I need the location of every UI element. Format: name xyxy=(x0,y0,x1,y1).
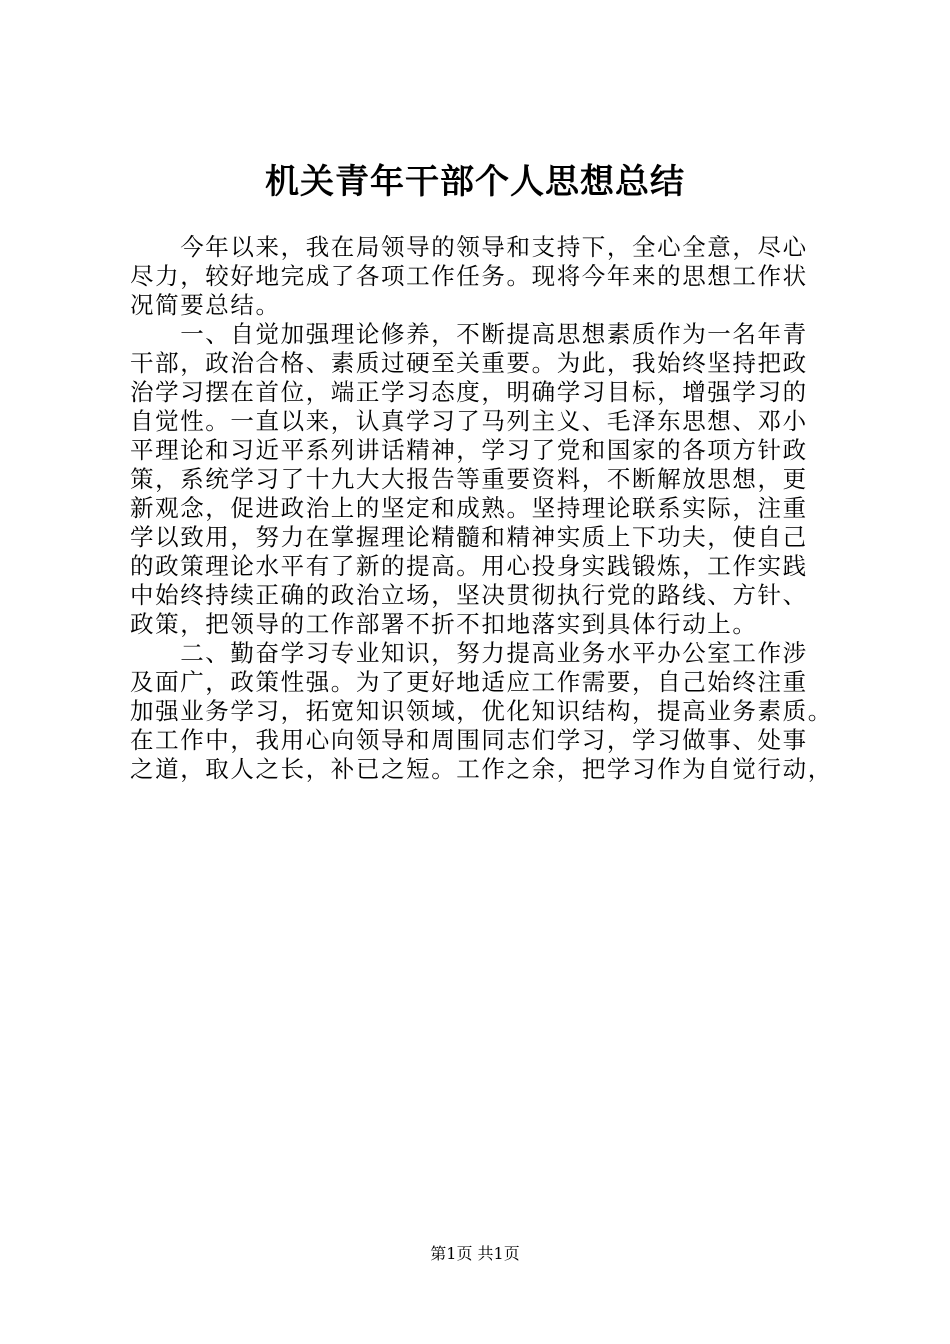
body-line: 况简要总结。 xyxy=(130,291,281,319)
body-line: 二、勤奋学习专业知识，努力提高业务水平办公室工作涉 xyxy=(130,639,808,667)
body-line: 一、自觉加强理论修养，不断提高思想素质作为一名年青 xyxy=(130,320,808,348)
body-line: 及面广，政策性强。为了更好地适应工作需要，自己始终注重 xyxy=(130,668,808,696)
document-body xyxy=(130,233,850,784)
body-line: 在工作中，我用心向领导和周围同志们学习，学习做事、处事 xyxy=(130,726,808,754)
body-line: 的政策理论水平有了新的提高。用心投身实践锻炼，工作实践 xyxy=(130,552,808,580)
body-line: 干部，政治合格、素质过硬至关重要。为此，我始终坚持把政 xyxy=(130,349,808,377)
body-line: 平理论和习近平系列讲话精神，学习了党和国家的各项方针政 xyxy=(130,436,808,464)
body-line: 学以致用，努力在掌握理论精髓和精神实质上下功夫，使自己 xyxy=(130,523,808,551)
body-line: 策，系统学习了十九大大报告等重要资料，不断解放思想，更 xyxy=(130,465,808,493)
document-title: 机关青年干部个人思想总结 xyxy=(265,162,685,202)
body-line: 自觉性。一直以来，认真学习了马列主义、毛泽东思想、邓小 xyxy=(130,407,808,435)
body-line: 中始终持续正确的政治立场，坚决贯彻执行党的路线、方针、 xyxy=(130,581,808,609)
body-line: 今年以来，我在局领导的领导和支持下，全心全意，尽心 xyxy=(130,233,808,261)
body-line: 加强业务学习，拓宽知识领域，优化知识结构，提高业务素质。 xyxy=(130,697,833,725)
body-line: 政策，把领导的工作部署不折不扣地落实到具体行动上。 xyxy=(130,610,758,638)
page-footer: 第1页 共1页 xyxy=(430,1244,520,1263)
body-line: 新观念，促进政治上的坚定和成熟。坚持理论联系实际，注重 xyxy=(130,494,808,522)
body-line: 尽力，较好地完成了各项工作任务。现将今年来的思想工作状 xyxy=(130,262,808,290)
body-line: 之道，取人之长，补已之短。工作之余，把学习作为自觉行动， xyxy=(130,755,833,783)
body-line: 治学习摆在首位，端正学习态度，明确学习目标，增强学习的 xyxy=(130,378,808,406)
